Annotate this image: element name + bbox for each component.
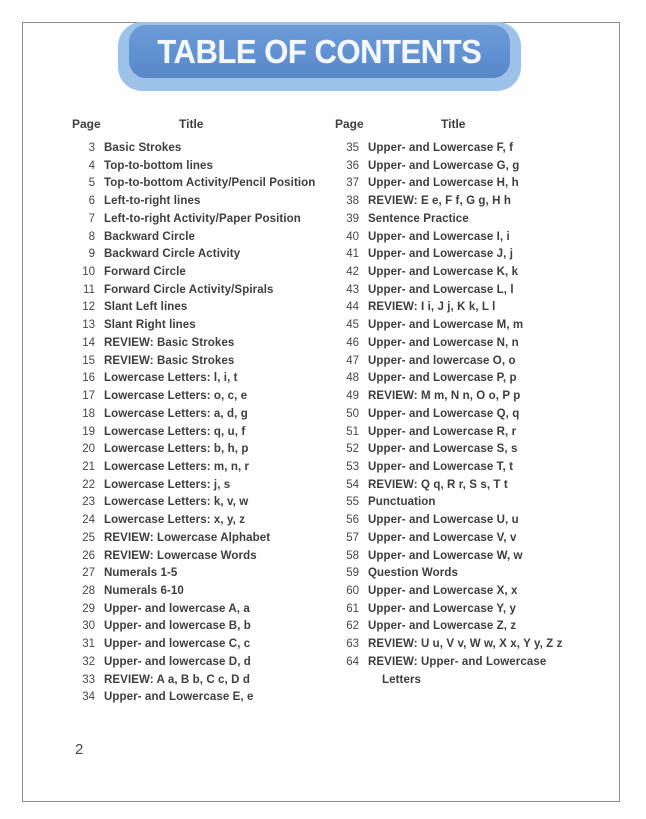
toc-entry-page-number: 35 [346, 142, 359, 154]
toc-entry-title: Upper- and Lowercase Z, z [368, 620, 517, 633]
toc-entry-title: Numerals 1-5 [104, 567, 178, 580]
toc-entry [71, 246, 333, 264]
toc-entry [71, 175, 333, 193]
toc-entry-page-number: 62 [346, 620, 359, 633]
toc-entry-page-number: 64 [346, 655, 359, 668]
toc-entry [71, 229, 333, 247]
toc-entry-title: Upper- and Lowercase I, i [368, 230, 510, 243]
toc-entry-page-number: 37 [346, 177, 359, 190]
toc-entry-page-number: 14 [82, 336, 95, 349]
toc-entry [333, 335, 595, 353]
toc-entry [71, 512, 333, 530]
toc-entry [333, 175, 595, 193]
toc-entry-page-number: 57 [346, 531, 359, 544]
toc-entry [71, 636, 333, 654]
toc-entry [333, 246, 595, 264]
toc-entry-page-number: 51 [346, 425, 359, 438]
toc-entry-page-number: 25 [82, 531, 95, 544]
toc-entry-title: REVIEW: Q q, R r, S s, T t [368, 478, 508, 491]
toc-entry [71, 548, 333, 566]
toc-entry [333, 193, 595, 211]
toc-entry-page-number: 11 [83, 283, 95, 296]
toc-entry-page-number: 38 [346, 195, 359, 208]
toc-entry-page-number: 10 [82, 266, 95, 279]
toc-entry [71, 158, 333, 176]
toc-entry [333, 353, 595, 371]
toc-entry-title: Slant Left lines [104, 301, 188, 314]
toc-entry-title: Upper- and lowercase D, d [104, 655, 251, 668]
toc-entry-page-number: 27 [82, 567, 95, 580]
column-page-header-right: Page [335, 117, 364, 131]
toc-entry-title: Upper- and lowercase B, b [104, 620, 251, 633]
toc-entry-page-number: 18 [82, 407, 95, 420]
toc-entry-title: Slant Right lines [104, 319, 196, 332]
toc-entry [71, 370, 333, 388]
toc-entry [333, 618, 595, 636]
toc-entry-title: Lowercase Letters: l, i, t [104, 372, 238, 385]
toc-column-right [333, 140, 595, 689]
toc-entry [333, 459, 595, 477]
toc-entry-page-number: 9 [88, 248, 95, 261]
toc-entry-title: Upper- and Lowercase U, u [368, 514, 519, 527]
toc-entry-title: Lowercase Letters: j, s [104, 478, 231, 491]
toc-entry-page-number: 34 [82, 691, 95, 704]
toc-entry [333, 282, 595, 300]
toc-entry-title: REVIEW: U u, V v, W w, X x, Y y, Z z [368, 638, 563, 651]
toc-entry-page-number: 4 [88, 159, 95, 172]
toc-entry [71, 618, 333, 636]
toc-entry-title-line2: Letters [382, 673, 422, 686]
toc-entry-page-number: 30 [82, 620, 95, 633]
toc-entry [333, 583, 595, 601]
toc-entry-title: Upper- and Lowercase H, h [368, 177, 519, 190]
toc-entry-title: Upper- and Lowercase V, v [368, 531, 517, 544]
toc-entry [333, 388, 595, 406]
toc-entry-page-number: 61 [346, 602, 359, 615]
toc-entry-page-number: 33 [82, 673, 95, 686]
toc-entry-page-number: 52 [346, 443, 359, 456]
toc-entry-title: Upper- and Lowercase F, f [368, 142, 514, 154]
toc-entry-title: Upper- and Lowercase G, g [368, 159, 520, 172]
column-page-header-left: Page [72, 117, 101, 131]
toc-entry-title: Lowercase Letters: a, d, g [104, 407, 248, 420]
toc-entry [333, 512, 595, 530]
toc-entry-page-number: 31 [82, 638, 95, 651]
toc-entry [333, 317, 595, 335]
toc-entry-title: Upper- and Lowercase J, j [368, 248, 514, 261]
toc-entry-title: Upper- and Lowercase M, m [368, 319, 524, 332]
toc-entry [71, 353, 333, 371]
toc-entry-title: Backward Circle [104, 230, 195, 243]
toc-entry-page-number: 16 [82, 372, 95, 385]
toc-entry [333, 565, 595, 583]
toc-entry-title: Lowercase Letters: b, h, p [104, 443, 249, 456]
toc-entry [333, 264, 595, 282]
toc-entry-page-number: 17 [82, 390, 95, 403]
toc-entry-title: Lowercase Letters: m, n, r [104, 460, 250, 473]
toc-entry [71, 477, 333, 495]
toc-entry-title: Top-to-bottom lines [104, 159, 213, 172]
toc-entry-page-number: 40 [346, 230, 359, 243]
toc-entry-title: REVIEW: A a, B b, C c, D d [104, 673, 250, 686]
toc-entry-page-number: 12 [82, 301, 95, 314]
toc-entry-page-number: 3 [88, 142, 95, 154]
page-title: TABLE OF CONTENTS [157, 32, 482, 70]
toc-entry-title: Upper- and Lowercase Q, q [368, 407, 520, 420]
toc-entry-page-number: 7 [88, 212, 95, 225]
toc-entry [71, 689, 333, 707]
toc-entry [333, 494, 595, 512]
toc-entry-title: Upper- and Lowercase L, l [368, 283, 514, 296]
toc-entry [333, 370, 595, 388]
toc-entry [71, 565, 333, 583]
scanned-page [22, 22, 620, 802]
toc-entry-page-number: 21 [82, 460, 95, 473]
toc-entry-page-number: 28 [82, 584, 95, 597]
toc-entry-page-number: 23 [82, 496, 95, 509]
toc-entry-page-number: 49 [346, 390, 359, 403]
toc-entry-page-number: 56 [346, 514, 359, 527]
toc-entry-page-number: 48 [346, 372, 359, 385]
toc-entry [71, 459, 333, 477]
toc-entry [71, 494, 333, 512]
toc-entry [71, 406, 333, 424]
toc-entry [71, 654, 333, 672]
toc-entry-page-number: 54 [346, 478, 359, 491]
toc-entry [333, 158, 595, 176]
toc-entry-page-number: 42 [346, 266, 359, 279]
toc-entry-title: Lowercase Letters: k, v, w [104, 496, 249, 509]
toc-entry [333, 601, 595, 619]
toc-entry-page-number: 15 [82, 354, 95, 367]
toc-entry-title: Upper- and lowercase A, a [104, 602, 250, 615]
toc-entry [333, 211, 595, 229]
toc-entry-title: Upper- and Lowercase X, x [368, 584, 518, 597]
toc-entry-page-number: 24 [82, 514, 95, 527]
toc-entry-title: Forward Circle Activity/Spirals [104, 283, 274, 296]
toc-entry [333, 299, 595, 317]
toc-entry [333, 441, 595, 459]
toc-entry-page-number: 45 [346, 319, 359, 332]
toc-entry-title: Lowercase Letters: x, y, z [104, 514, 246, 527]
toc-entry-title: Upper- and Lowercase S, s [368, 443, 518, 456]
toc-entry [71, 211, 333, 229]
toc-entry-title: Upper- and Lowercase P, p [368, 372, 517, 385]
toc-entry [71, 335, 333, 353]
toc-entry [71, 264, 333, 282]
toc-entry [71, 530, 333, 548]
toc-entry-title: Left-to-right Activity/Paper Position [104, 212, 301, 225]
toc-entry [71, 583, 333, 601]
toc-entry-title: Upper- and Lowercase E, e [104, 691, 254, 704]
toc-entry [71, 140, 333, 158]
toc-entry-page-number: 60 [346, 584, 359, 597]
toc-entry-title: Upper- and Lowercase R, r [368, 425, 517, 438]
toc-entry-page-number: 53 [346, 460, 359, 473]
toc-entry-title: REVIEW: Lowercase Words [104, 549, 257, 562]
toc-entry [71, 441, 333, 459]
toc-entry [333, 654, 595, 689]
toc-entry-page-number: 58 [346, 549, 359, 562]
toc-entry-page-number: 5 [88, 177, 95, 190]
toc-entry-page-number: 55 [346, 496, 359, 509]
toc-banner-inner [129, 25, 510, 78]
toc-banner [118, 22, 521, 91]
toc-entry-title: REVIEW: E e, F f, G g, H h [368, 195, 511, 208]
toc-entry-title: Forward Circle [104, 266, 186, 279]
column-title-header-right: Title [441, 117, 466, 131]
toc-entry-page-number: 13 [82, 319, 95, 332]
toc-entry [71, 193, 333, 211]
toc-entry-page-number: 19 [82, 425, 95, 438]
toc-entry-title: Top-to-bottom Activity/Pencil Position [104, 177, 316, 190]
toc-entry-page-number: 50 [346, 407, 359, 420]
toc-entry [71, 672, 333, 690]
toc-entry [71, 282, 333, 300]
toc-entry-page-number: 59 [346, 567, 359, 580]
toc-entry-title: REVIEW: Basic Strokes [104, 336, 235, 349]
toc-entry [71, 424, 333, 442]
toc-entry-page-number: 46 [346, 336, 359, 349]
toc-entry-page-number: 29 [82, 602, 95, 615]
toc-entry [71, 388, 333, 406]
toc-entry [71, 299, 333, 317]
toc-entry-page-number: 63 [346, 638, 359, 651]
toc-entry-title: REVIEW: M m, N n, O o, P p [368, 390, 521, 403]
toc-entry-title: Question Words [368, 567, 458, 580]
footer-page-number: 2 [75, 741, 84, 758]
toc-entry-page-number: 36 [346, 159, 359, 172]
toc-entry [333, 424, 595, 442]
toc-entry-title: REVIEW: Basic Strokes [104, 354, 235, 367]
toc-entry-page-number: 20 [82, 443, 95, 456]
toc-entry-title: Left-to-right lines [104, 195, 201, 208]
toc-entry-title: Numerals 6-10 [104, 584, 184, 597]
toc-entry-title: Upper- and lowercase O, o [368, 354, 516, 367]
toc-entry [333, 406, 595, 424]
toc-entry-title: Upper- and Lowercase Y, y [368, 602, 517, 615]
toc-entry [333, 477, 595, 495]
toc-entry-page-number: 6 [88, 195, 95, 208]
toc-entry [333, 530, 595, 548]
toc-entry-title: REVIEW: I i, J j, K k, L l [368, 301, 496, 314]
toc-entry [333, 548, 595, 566]
toc-entry-title: Sentence Practice [368, 212, 469, 225]
column-title-header-left: Title [179, 117, 204, 131]
toc-entry-title: Upper- and Lowercase T, t [368, 460, 514, 473]
toc-entry-page-number: 47 [346, 354, 359, 367]
toc-entry-page-number: 26 [82, 549, 95, 562]
toc-entry-title: Upper- and Lowercase K, k [368, 266, 519, 279]
toc-entry-title: Upper- and Lowercase N, n [368, 336, 519, 349]
toc-entry-title: Punctuation [368, 496, 436, 509]
toc-entry-title: Backward Circle Activity [104, 248, 241, 261]
toc-entry [333, 229, 595, 247]
toc-entry-page-number: 22 [82, 478, 95, 491]
toc-entry-page-number: 44 [346, 301, 359, 314]
toc-entry-title: Lowercase Letters: o, c, e [104, 390, 248, 403]
toc-entry-title: Lowercase Letters: q, u, f [104, 425, 246, 438]
toc-entry-title: Upper- and lowercase C, c [104, 638, 251, 651]
toc-entry-page-number: 8 [88, 230, 95, 243]
toc-entry-title: Basic Strokes [104, 142, 182, 154]
toc-entry-title: REVIEW: Upper- and Lowercase Letters [368, 654, 546, 689]
toc-entry [333, 636, 595, 654]
toc-entry [71, 601, 333, 619]
toc-entry [333, 140, 595, 158]
toc-entry-page-number: 43 [346, 283, 359, 296]
toc-entry-title: Upper- and Lowercase W, w [368, 549, 523, 562]
toc-column-left [71, 140, 333, 707]
toc-entry-page-number: 32 [82, 655, 95, 668]
toc-entry-title: REVIEW: Lowercase Alphabet [104, 531, 271, 544]
toc-entry-page-number: 39 [346, 212, 359, 225]
toc-entry-page-number: 41 [346, 248, 359, 261]
toc-entry [71, 317, 333, 335]
